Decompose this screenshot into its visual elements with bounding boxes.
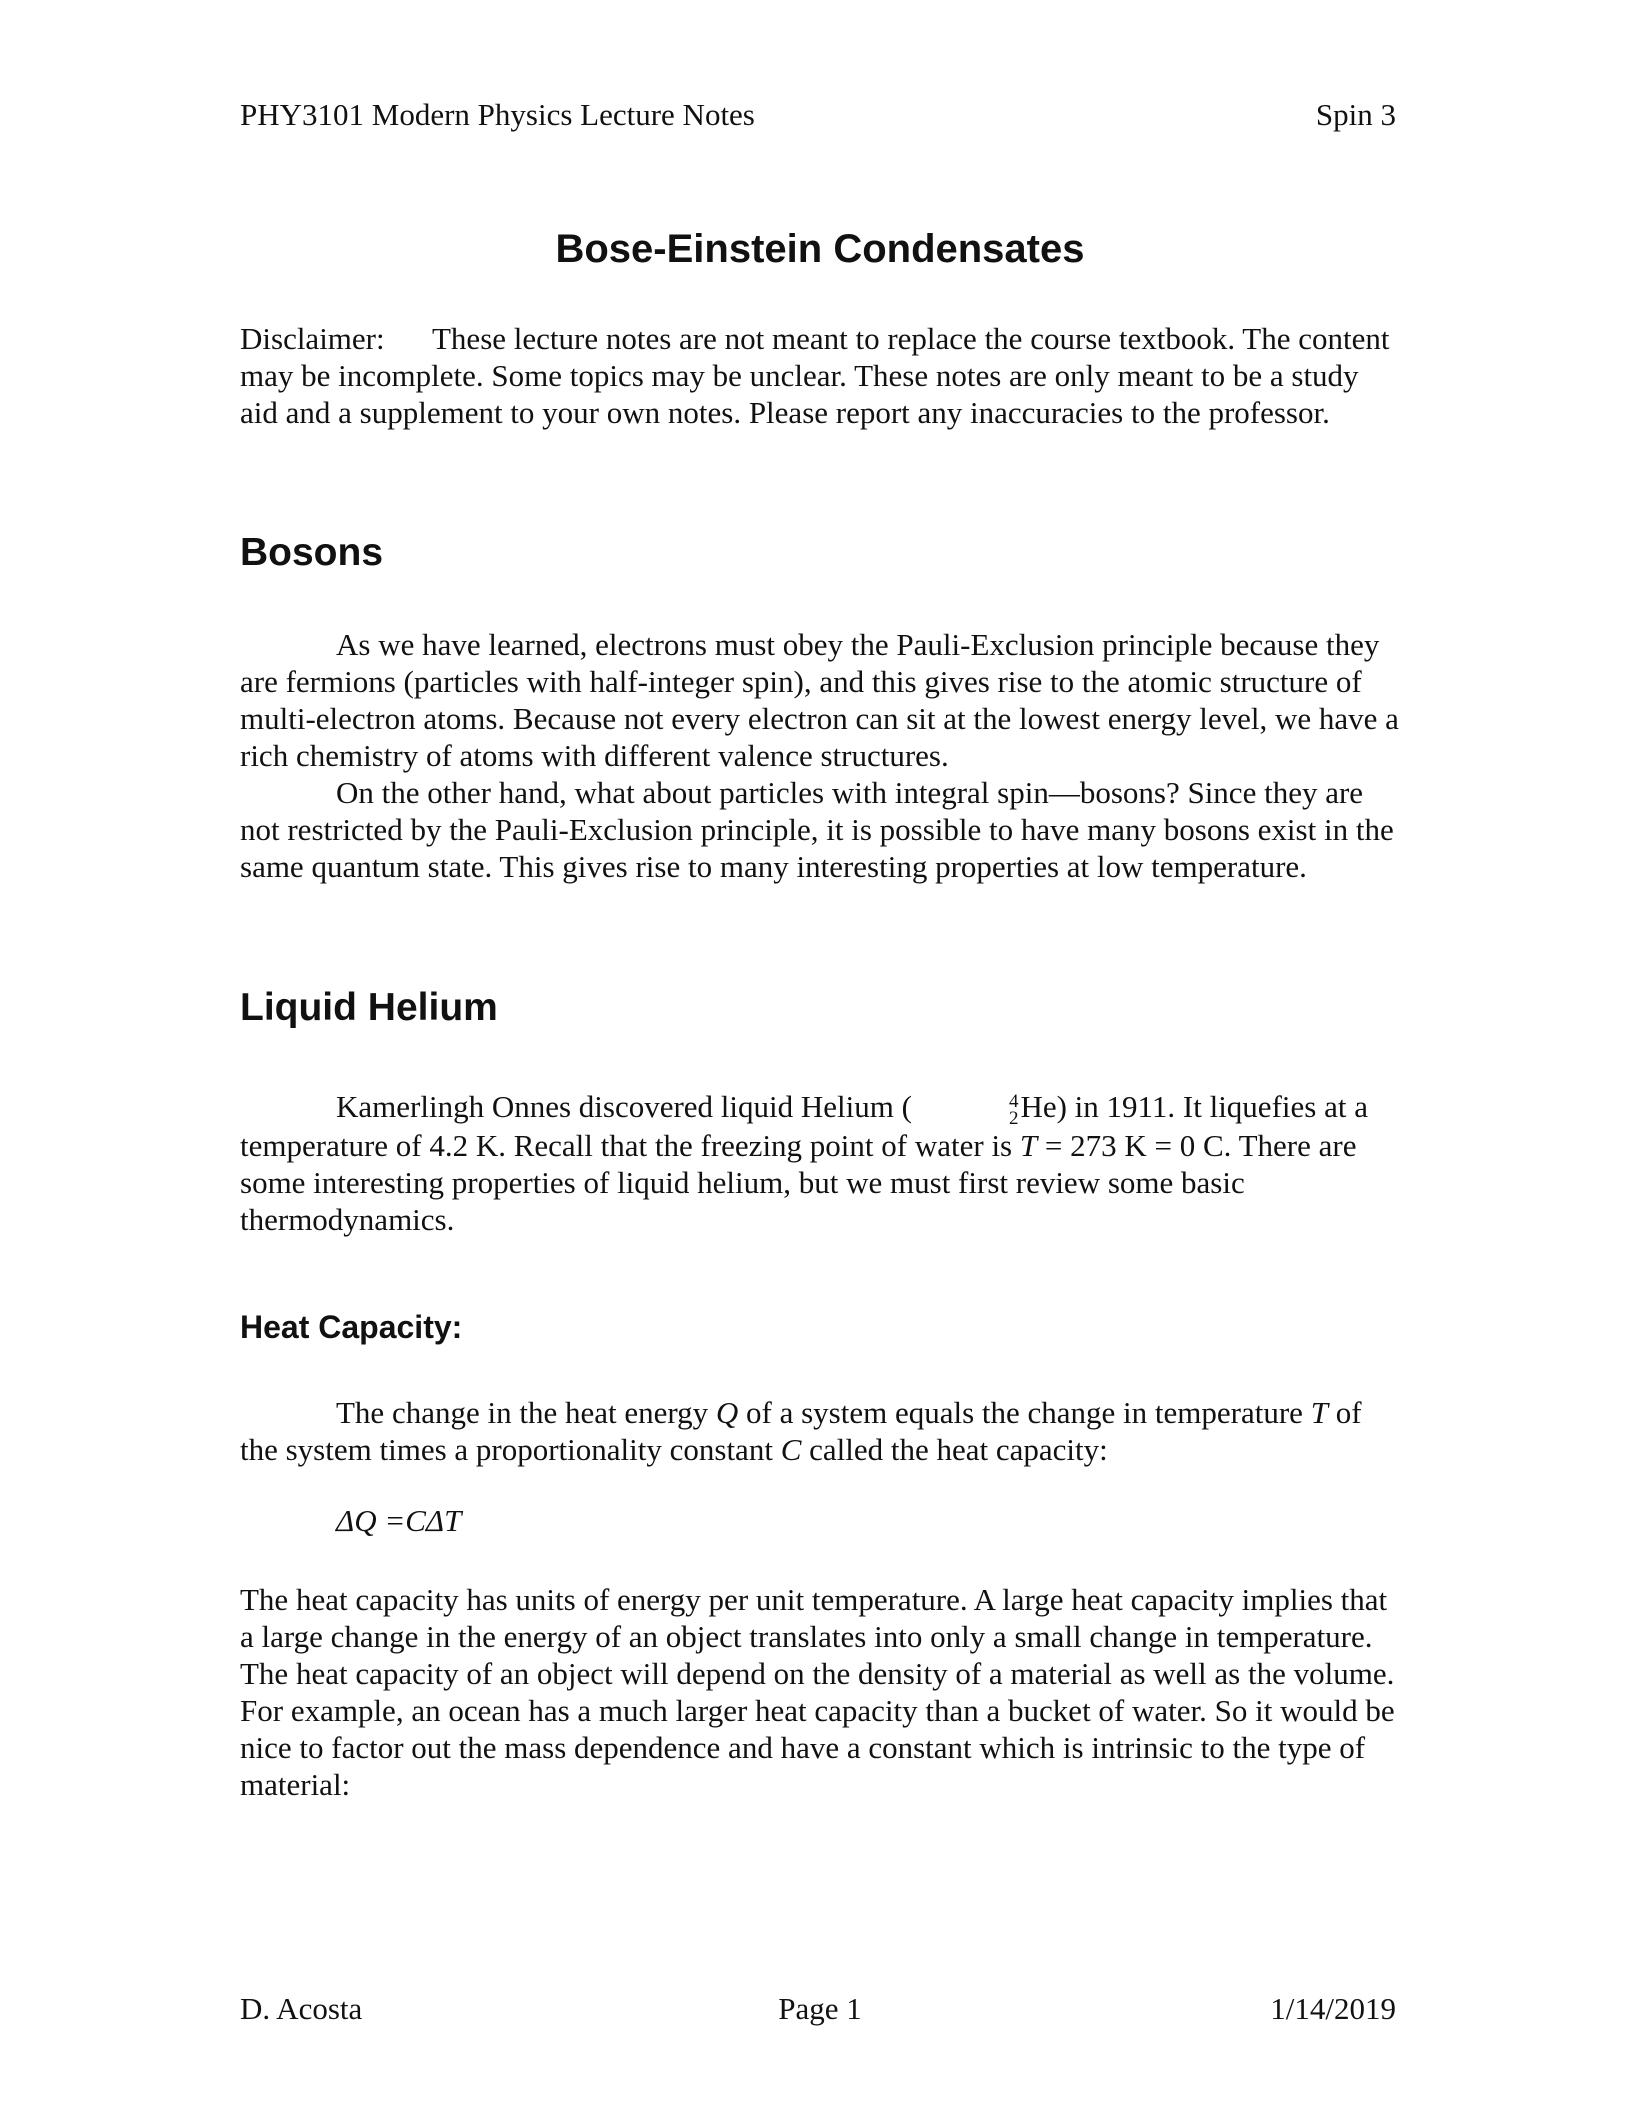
isotope-atomic-number: 2: [1008, 1107, 1019, 1129]
var-T-2: T: [1310, 1395, 1328, 1430]
lh-text-end: = 273 K = 0 C. There are some interesting properties of liquid helium, but we must first review some basic thermodynamics.: [240, 1127, 1357, 1237]
liquid-helium-section: [240, 1088, 1400, 1238]
isotope-notation: [913, 1090, 1019, 1129]
hc-text-c: of the system times a proportionality constant: [240, 1395, 1362, 1467]
hc-text-b: of a system equals the change in temperature: [738, 1395, 1311, 1430]
disclaimer: [240, 320, 1400, 431]
bosons-section: [240, 626, 1400, 885]
bosons-paragraph-2: On the other hand, what about particles with integral spin—bosons? Since they are not restricted by the Pauli-Exclusion principle, it is possible to have many bosons exist in the same quantum state. This gives rise to many interesting properties at low temperature.: [240, 775, 1394, 884]
heading-liquid-helium: Liquid Helium: [240, 986, 498, 1029]
hc-text-d: called the heat capacity:: [801, 1432, 1108, 1467]
var-T: T: [1019, 1127, 1038, 1163]
heat-capacity-paragraph-1: [240, 1394, 1400, 1468]
heat-capacity-paragraph-2: The heat capacity has units of energy per unit temperature. A large heat capacity implies that a large change in the energy of an object translates into only a small change in temperature. The heat capacity of an object will depend on the density of a material as well as the volume. For example, an ocean has a much larger heat capacity than a bucket of water. So it would be nice to factor out the mass dependence and have a constant which is intrinsic to the type of material:: [240, 1582, 1395, 1802]
disclaimer-label: Disclaimer:: [240, 321, 385, 356]
liquid-helium-paragraph: [240, 1088, 1400, 1238]
footer-date: 1/14/2019: [1270, 1991, 1396, 2026]
var-C: C: [780, 1432, 802, 1467]
lh-text-mid: ) in 1911. It liquefies at a temperature of 4.2 K. Recall that the freezing point of water is: [240, 1089, 1368, 1163]
footer-page-number: Page 1: [778, 1991, 862, 2026]
header-course: PHY3101 Modern Physics Lecture Notes: [240, 97, 755, 132]
disclaimer-text: These lecture notes are not meant to replace the course textbook. The content may be incomplete. Some topics may be unclear. These notes are only meant to be a study aid and a supplement to your own notes. Please report any inaccuracies to the professor.: [240, 321, 1390, 430]
lh-text-start: Kamerlingh Onnes discovered liquid Helium (: [336, 1089, 912, 1124]
hc-text-a: The change in the heat energy: [336, 1395, 716, 1430]
page-title: Bose-Einstein Condensates: [555, 227, 1085, 271]
heading-heat-capacity: Heat Capacity:: [240, 1309, 463, 1345]
isotope-symbol: He: [1020, 1089, 1057, 1124]
equation-heat-capacity: ΔQ =CΔT: [336, 1503, 462, 1538]
footer-author: D. Acosta: [240, 1991, 363, 2026]
var-Q: Q: [715, 1395, 739, 1430]
header-section: Spin 3: [1315, 97, 1396, 132]
heat-capacity-intro: [240, 1394, 1400, 1468]
isotope-mass-number: 4: [1008, 1090, 1019, 1112]
heading-bosons: Bosons: [240, 531, 384, 574]
bosons-paragraph-1: As we have learned, electrons must obey the Pauli-Exclusion principle because they are fermions (particles with half-integer spin), and this gives rise to the atomic structure of multi-electron atoms. Because not every electron can sit at the lowest energy level, we have a rich chemistry of atoms with different valence structures.: [240, 627, 1399, 773]
